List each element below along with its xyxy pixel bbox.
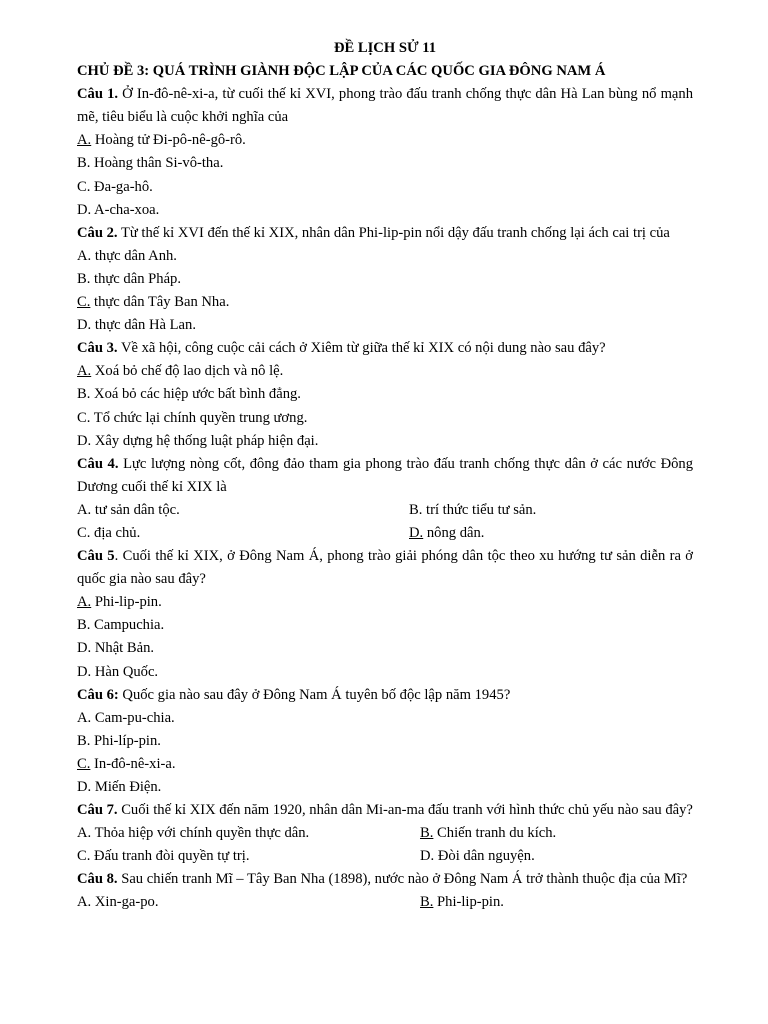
option-letter: A. (77, 894, 92, 911)
question-label: Câu 5 (77, 548, 115, 565)
option-5a (77, 591, 693, 614)
document-subject: CHỦ ĐỀ 3: QUÁ TRÌNH GIÀNH ĐỘC LẬP CỦA CÁC QUỐC GIA ĐÔNG NAM Á (77, 63, 606, 80)
option-letter: D. (77, 640, 92, 657)
option-6b (77, 730, 693, 753)
option-text: Miến Điện. (94, 779, 162, 795)
option-letter: A. (77, 825, 92, 842)
option-text: thực dân Pháp. (94, 270, 181, 287)
option-text: A-cha-xoa. (94, 201, 160, 218)
option-letter: B. (409, 501, 423, 518)
option-text: thực dân Anh. (94, 247, 177, 264)
option-letter: C. (77, 178, 91, 195)
option-2a (77, 245, 693, 268)
option-letter: A. (77, 594, 92, 611)
option-4a (77, 499, 409, 522)
question-text: Lực lượng nòng cốt, đông đảo tham gia phong trào đấu tranh chống thực dân ở các nước Đông Dương cuối thế kỉ XIX là (77, 455, 694, 495)
option-letter: B. (77, 270, 91, 287)
option-6c (77, 753, 693, 776)
option-7b (420, 822, 556, 845)
option-7a (77, 822, 420, 845)
question-label: Câu 6: (77, 686, 119, 703)
question-2 (77, 222, 693, 245)
option-letter: B. (77, 732, 91, 749)
option-7c (77, 845, 420, 868)
option-text: Xoá bỏ chế độ lao dịch và nô lệ. (94, 363, 284, 380)
option-text: thực dân Tây Ban Nha. (94, 294, 230, 311)
question-8 (77, 868, 693, 891)
option-5c (77, 637, 693, 660)
question-label: Câu 1. (77, 86, 119, 103)
options-row-4cd (77, 522, 693, 545)
option-text: Đòi dân nguyện. (437, 848, 535, 865)
option-1d (77, 199, 693, 222)
option-text: nông dân. (426, 524, 485, 541)
option-text: Xin-ga-po. (94, 894, 159, 911)
question-text: Quốc gia nào sau đây ở Đông Nam Á tuyên bố độc lập năm 1945? (122, 686, 511, 703)
option-letter: B. (77, 155, 91, 172)
question-label: Câu 7. (77, 802, 118, 819)
document-title: ĐỀ LỊCH SỬ 11 (333, 40, 437, 56)
option-text: Chiến tranh du kích. (437, 825, 557, 842)
option-letter: D. (77, 201, 92, 218)
option-letter: D. (77, 317, 92, 334)
question-1 (77, 83, 693, 129)
option-4c (77, 522, 409, 545)
question-6 (77, 684, 693, 707)
option-7d (420, 845, 535, 868)
question-5 (77, 545, 693, 591)
question-text: Về xã hội, công cuộc cải cách ở Xiêm từ giữa thế kỉ XIX có nội dung nào sau đây? (120, 340, 606, 357)
option-3b (77, 383, 693, 406)
question-text: Cuối thế kỉ XIX đến năm 1920, nhân dân Mi-an-ma đấu tranh với hình thức chủ yếu nào sau đây? (121, 802, 693, 819)
option-letter: C. (77, 848, 91, 865)
option-8b (420, 891, 504, 914)
option-letter: C. (77, 294, 91, 311)
option-2b (77, 268, 693, 291)
option-text: Hoàng thân Si-vô-tha. (94, 155, 224, 172)
option-3d (77, 430, 693, 453)
option-letter: D. (420, 848, 435, 865)
option-text: tư sản dân tộc. (94, 501, 180, 518)
option-4d (409, 522, 484, 545)
option-text: Phi-lip-pin. (437, 894, 504, 911)
options-row-7ab (77, 822, 693, 845)
option-8a (77, 891, 420, 914)
option-letter: D. (77, 779, 92, 795)
option-letter: A. (77, 363, 92, 380)
question-text: Sau chiến tranh Mĩ – Tây Ban Nha (1898), nước nào ở Đông Nam Á trở thành thuộc địa của Mĩ? (121, 871, 688, 888)
option-text: Đấu tranh đòi quyền tự trị. (94, 848, 250, 865)
option-5d (77, 661, 693, 684)
option-text: Phi-líp-pin. (94, 732, 161, 749)
option-text: Cam-pu-chia. (94, 709, 175, 726)
option-letter: B. (420, 894, 434, 911)
option-3c (77, 407, 693, 430)
option-letter: A. (77, 132, 92, 149)
option-text: Xây dựng hệ thống luật pháp hiện đại. (94, 432, 319, 449)
option-letter: D. (77, 663, 92, 680)
option-4b (409, 499, 536, 522)
option-5b (77, 614, 693, 637)
option-text: Tổ chức lại chính quyền trung ương. (93, 409, 308, 426)
option-letter: B. (420, 825, 434, 842)
option-letter: A. (77, 709, 92, 726)
option-text: Đa-ga-hô. (94, 178, 153, 195)
option-letter: B. (77, 386, 91, 403)
option-1c (77, 176, 693, 199)
question-text: . Cuối thế kỉ XIX, ở Đông Nam Á, phong trào giải phóng dân tộc theo xu hướng tư sản diễn ra ở quốc gia nào sau đây? (77, 548, 694, 588)
question-7 (77, 799, 693, 822)
option-letter: D. (77, 432, 92, 449)
option-text: Xoá bỏ các hiệp ước bất bình đẳng. (94, 386, 301, 403)
option-text: Hàn Quốc. (94, 663, 159, 680)
option-text: trí thức tiểu tư sản. (426, 501, 537, 518)
option-2c (77, 291, 693, 314)
option-6d (77, 776, 693, 799)
option-letter: C. (77, 409, 91, 426)
option-text: Thỏa hiệp với chính quyền thực dân. (94, 825, 310, 842)
option-letter: D. (409, 524, 424, 541)
option-text: Phi-lip-pin. (94, 594, 162, 611)
question-3 (77, 337, 693, 360)
options-row-8ab (77, 891, 693, 914)
option-1b (77, 152, 693, 175)
question-label: Câu 2. (77, 224, 118, 241)
options-row-4ab (77, 499, 693, 522)
option-3a (77, 360, 693, 383)
option-letter: C. (77, 524, 91, 541)
option-letter: A. (77, 247, 92, 264)
question-label: Câu 4. (77, 455, 119, 472)
option-letter: C. (77, 755, 91, 772)
question-label: Câu 3. (77, 340, 118, 357)
option-text: Campuchia. (94, 617, 165, 634)
option-6a (77, 707, 693, 730)
option-1a (77, 129, 693, 152)
options-row-7cd (77, 845, 693, 868)
option-text: địa chủ. (94, 524, 141, 541)
option-text: Hoàng tử Đi-pô-nê-gô-rô. (94, 132, 246, 149)
option-text: Nhật Bản. (94, 640, 155, 657)
question-text: Ở In-đô-nê-xi-a, từ cuối thế kỉ XVI, phong trào đấu tranh chống thực dân Hà Lan bùng nổ mạnh mẽ, tiêu biểu là cuộc khởi nghĩa của (77, 86, 693, 126)
question-text: Từ thế kỉ XVI đến thế kỉ XIX, nhân dân Phi-lip-pin nổi dậy đấu tranh chống lại ách cai trị của (120, 224, 670, 241)
option-letter: B. (77, 617, 91, 634)
question-label: Câu 8. (77, 871, 118, 888)
question-4 (77, 453, 693, 499)
document-content (77, 37, 693, 915)
option-text: thực dân Hà Lan. (94, 317, 196, 334)
option-text: In-đô-nê-xi-a. (94, 755, 176, 772)
option-2d (77, 314, 693, 337)
option-letter: A. (77, 501, 92, 518)
